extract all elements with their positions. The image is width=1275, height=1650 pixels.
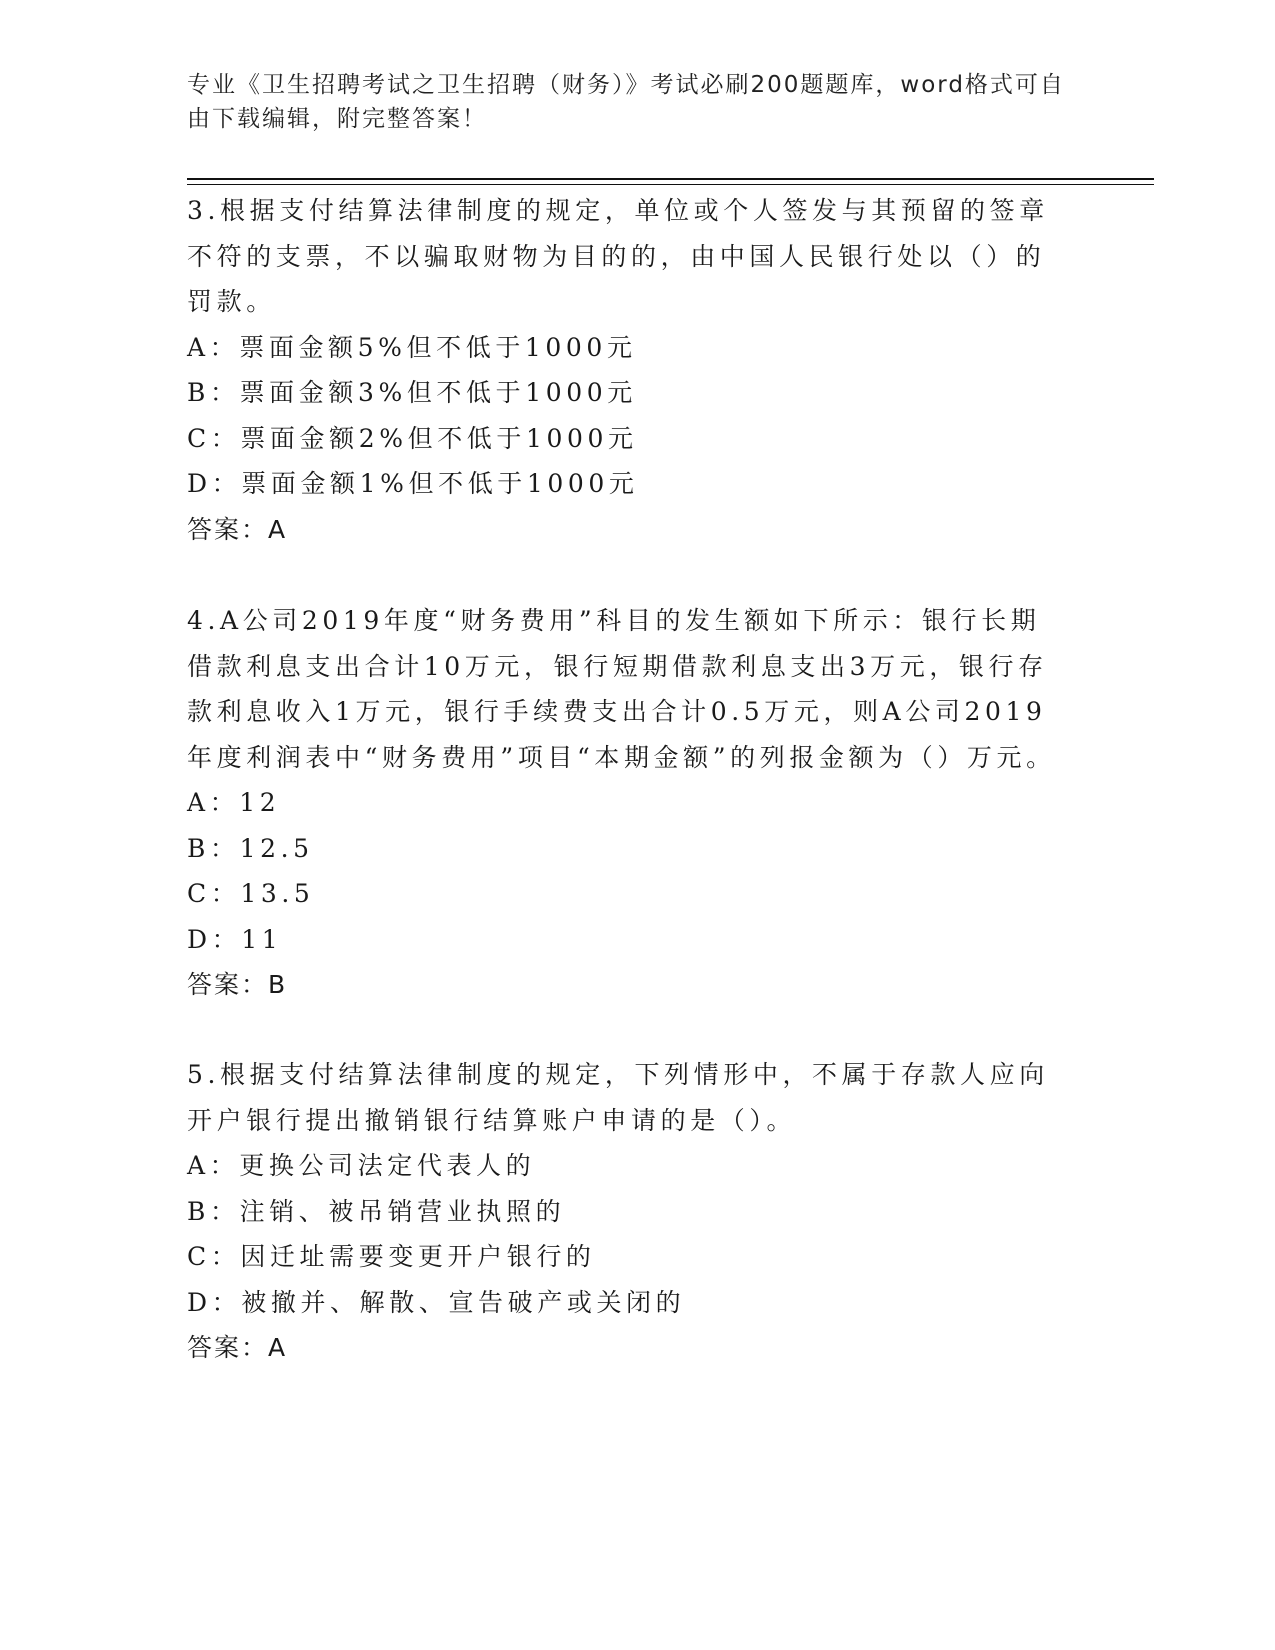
question-stem: 4.A公司2019年度“财务费用”科目的发生额如下所示：银行长期借款利息支出合计10万元，银行短期借款利息支出3万元，银行存款利息收入1万元，银行手续费支出合计0.5万元，则A公司2019年度利润表中“财务费用”项目“本期金额”的列报金额为（）万元。	[187, 606, 1056, 772]
option-c: C：因迁址需要变更开户银行的	[187, 1242, 596, 1271]
option-a: A：票面金额5%但不低于1000元	[187, 332, 637, 362]
option-b: B：注销、被吊销营业执照的	[187, 1196, 566, 1226]
document-header: 专业《卫生招聘考试之卫生招聘（财务）》考试必刷200题题库，word格式可自由下载编辑，附完整答案！	[187, 72, 1065, 132]
option-list	[187, 325, 1067, 507]
header-divider-thick	[187, 178, 1154, 180]
answer-line: 答案：A	[187, 1333, 288, 1362]
header-divider-thin	[187, 184, 1154, 185]
option-list	[187, 780, 1067, 962]
answer-line: 答案：A	[187, 514, 288, 544]
question-stem: 3.根据支付结算法律制度的规定，单位或个人签发与其预留的签章不符的支票，不以骗取财物为目的的，由中国人民银行处以（）的罚款。	[187, 196, 1049, 316]
option-c: C：票面金额2%但不低于1000元	[187, 423, 638, 453]
option-b: B：票面金额3%但不低于1000元	[187, 378, 637, 407]
option-d: D：11	[187, 924, 283, 954]
question-stem: 5.根据支付结算法律制度的规定，下列情形中，不属于存款人应向开户银行提出撤销银行结算账户申请的是（）。	[187, 1060, 1049, 1135]
question-5	[187, 1052, 1067, 1371]
option-d: D：票面金额1%但不低于1000元	[187, 469, 639, 498]
option-a: A：更换公司法定代表人的	[187, 1151, 536, 1180]
answer-line: 答案：B	[187, 970, 288, 999]
option-list	[187, 1143, 1067, 1325]
question-3	[187, 188, 1067, 553]
option-a: A：12	[187, 788, 281, 817]
option-d: D：被撤并、解散、宣告破产或关闭的	[187, 1287, 686, 1317]
option-b: B：12.5	[187, 833, 314, 863]
question-4	[187, 598, 1067, 1008]
option-c: C：13.5	[187, 879, 315, 908]
